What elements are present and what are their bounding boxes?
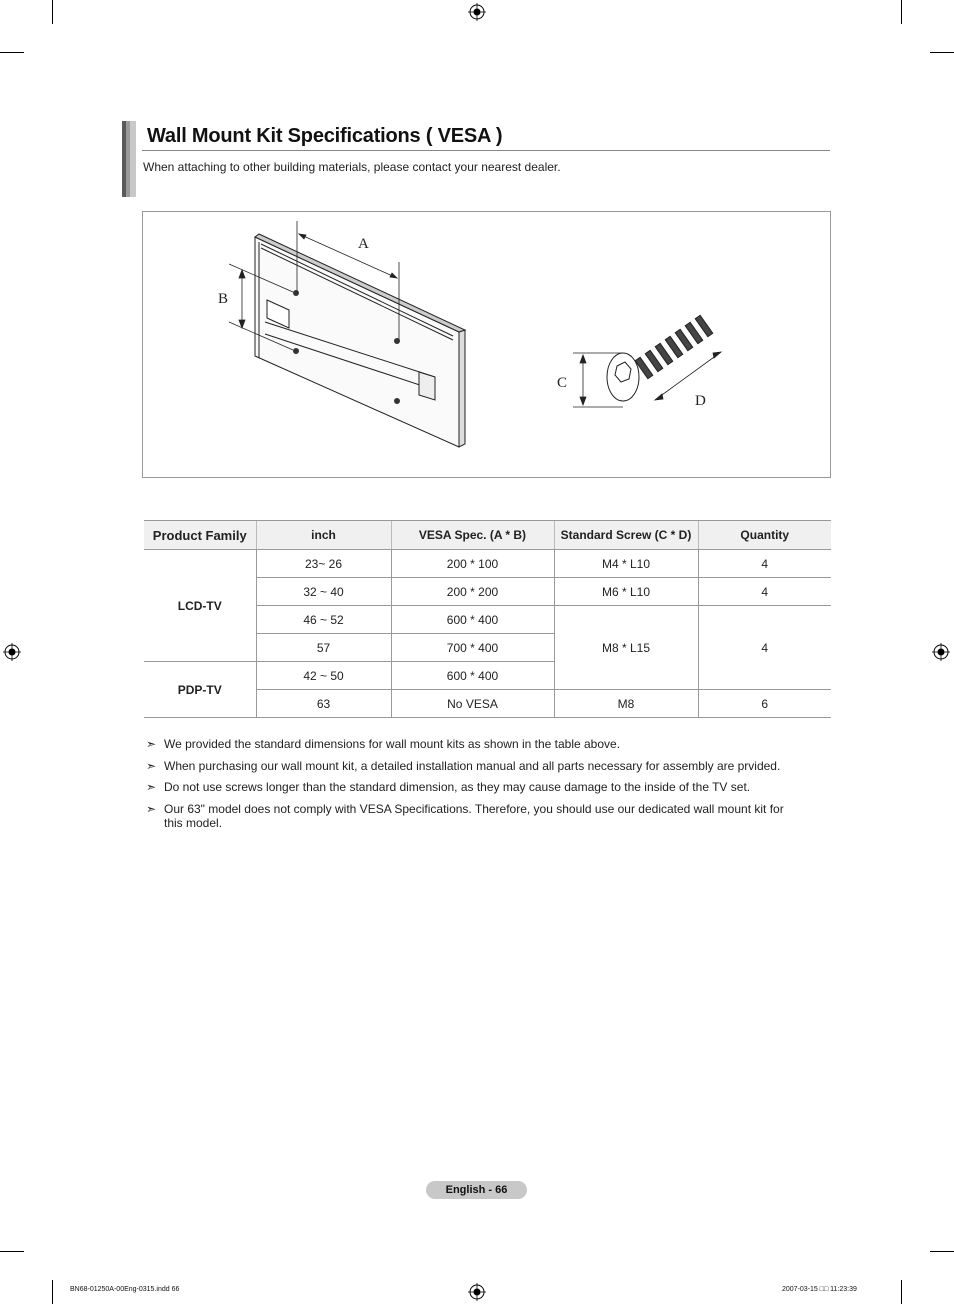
note-text: When purchasing our wall mount kit, a detailed installation manual and all parts necessary for assembly are prvided. bbox=[164, 758, 781, 773]
page-title: Wall Mount Kit Specifications ( VESA ) bbox=[147, 125, 503, 147]
section-side-bar bbox=[122, 121, 136, 197]
family-pdp-tv: PDP-TV bbox=[144, 662, 256, 718]
cell-vesa: 200 * 100 bbox=[391, 550, 554, 578]
cell-inch: 63 bbox=[256, 690, 391, 718]
label-d: D bbox=[695, 393, 706, 409]
list-item bbox=[146, 759, 796, 773]
tv-and-screw-drawing bbox=[143, 212, 832, 479]
table-header-row bbox=[144, 521, 831, 550]
list-item bbox=[146, 780, 796, 794]
cell-vesa: 200 * 200 bbox=[391, 578, 554, 606]
cell-qty: 4 bbox=[698, 550, 831, 578]
registration-mark-icon bbox=[468, 1283, 486, 1301]
col-header-inch: inch bbox=[256, 521, 391, 550]
wall-mount-illustration bbox=[142, 211, 831, 478]
note-text: Do not use screws longer than the standard dimension, as they may cause damage to the inside of the TV set. bbox=[164, 780, 751, 794]
crop-mark bbox=[0, 1251, 24, 1252]
date-info: 2007-03-15 □□ 11:23:39 bbox=[782, 1286, 857, 1293]
cell-vesa: No VESA bbox=[391, 690, 554, 718]
cell-screw: M8 * L15 bbox=[554, 606, 698, 690]
family-lcd-tv: LCD-TV bbox=[144, 550, 256, 662]
intro-text: When attaching to other building materials, please contact your nearest dealer. bbox=[143, 160, 561, 174]
crop-mark bbox=[0, 52, 24, 53]
note-text: Our 63" model does not comply with VESA Specifications. Therefore, you should use our dedicated wall mount kit for this model. bbox=[164, 801, 784, 830]
notes-list bbox=[146, 737, 796, 837]
registration-mark-icon bbox=[932, 643, 950, 661]
crop-mark bbox=[901, 0, 902, 24]
label-a: A bbox=[358, 236, 369, 252]
list-item bbox=[146, 737, 796, 751]
crop-mark bbox=[52, 1280, 53, 1304]
note-arrow-icon: ➣ bbox=[146, 758, 157, 773]
col-header-quantity: Quantity bbox=[698, 521, 831, 550]
note-arrow-icon: ➣ bbox=[146, 780, 157, 794]
col-header-product-family: Product Family bbox=[144, 521, 256, 550]
tv-back-panel-icon bbox=[255, 234, 465, 447]
cell-screw: M4 * L10 bbox=[554, 550, 698, 578]
crop-mark bbox=[52, 0, 53, 24]
crop-mark bbox=[930, 52, 954, 53]
crop-mark bbox=[901, 1280, 902, 1304]
registration-mark-icon bbox=[3, 643, 21, 661]
cell-qty: 4 bbox=[698, 606, 831, 690]
cell-inch: 42 ~ 50 bbox=[256, 662, 391, 690]
col-header-vesa-spec: VESA Spec. (A * B) bbox=[391, 521, 554, 550]
cell-qty: 6 bbox=[698, 690, 831, 718]
cell-inch: 23~ 26 bbox=[256, 550, 391, 578]
cell-screw: M8 bbox=[554, 690, 698, 718]
title-divider bbox=[142, 150, 830, 151]
cell-vesa: 700 * 400 bbox=[391, 634, 554, 662]
cell-inch: 57 bbox=[256, 634, 391, 662]
label-c: C bbox=[557, 375, 568, 391]
cell-qty: 4 bbox=[698, 578, 831, 606]
screw-icon bbox=[607, 315, 713, 401]
cell-screw: M6 * L10 bbox=[554, 578, 698, 606]
registration-mark-icon bbox=[468, 3, 486, 21]
cell-vesa: 600 * 400 bbox=[391, 662, 554, 690]
cell-inch: 32 ~ 40 bbox=[256, 578, 391, 606]
note-arrow-icon: ➣ bbox=[146, 737, 157, 751]
list-item bbox=[146, 802, 789, 830]
crop-mark bbox=[930, 1251, 954, 1252]
table-row bbox=[144, 550, 831, 578]
col-header-standard-screw: Standard Screw (C * D) bbox=[554, 521, 698, 550]
page-number-badge: English - 66 bbox=[426, 1181, 527, 1199]
cell-inch: 46 ~ 52 bbox=[256, 606, 391, 634]
note-text: We provided the standard dimensions for wall mount kits as shown in the table above. bbox=[164, 737, 621, 751]
note-arrow-icon: ➣ bbox=[146, 801, 157, 816]
label-b: B bbox=[218, 291, 229, 307]
cell-vesa: 600 * 400 bbox=[391, 606, 554, 634]
file-info: BN68-01250A-00Eng-0315.indd 66 bbox=[70, 1286, 180, 1293]
vesa-spec-table bbox=[144, 520, 831, 718]
